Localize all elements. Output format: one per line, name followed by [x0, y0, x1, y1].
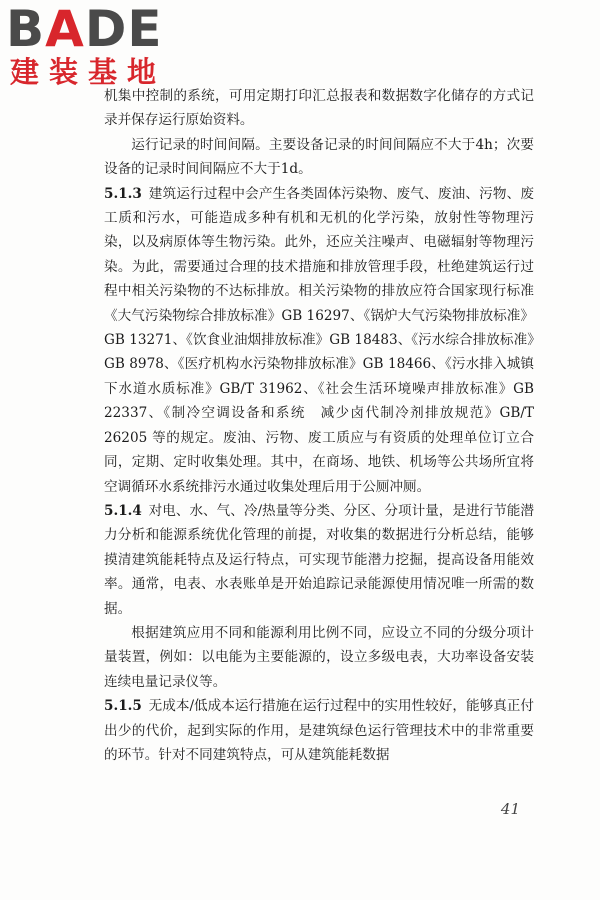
paragraph-record-interval: 运行记录的时间间隔。主要设备记录的时间间隔应不大于4h；次要设备的记录时间间隔应不大于1d。: [104, 136, 534, 178]
paragraph-metering: 根据建筑应用不同和能源利用比例不同，应设立不同的分级分项计量装置，例如：以电能为主要能源的，设立多级电表，大功率设备安装连续电量记录仪等。: [104, 624, 534, 690]
paragraph-continued: 机集中控制的系统，可用定期打印汇总报表和数据数字化储存的方式记录并保存运行原始资料。: [104, 88, 534, 129]
page-number: 41: [500, 800, 520, 818]
section-number: 5.1.4: [104, 502, 142, 519]
paragraph-5-1-5: 5.1.5 无成本/低成本运行措施在运行过程中的实用性较好，能够真正付出少的代价，起到实际的作用，是建筑绿色运行管理技术中的非常重要的环节。针对不同建筑特点，可从建筑能耗数据: [104, 698, 534, 763]
section-number: 5.1.5: [104, 698, 142, 715]
logo-subtitle: 建装基地: [10, 55, 167, 89]
section-number: 5.1.3: [104, 185, 142, 202]
paragraph-5-1-3: 5.1.3 建筑运行过程中会产生各类固体污染物、废气、废油、污物、废工质和污水，可能造成多种有机和无机的化学污染，放射性等物理污染，以及病原体等生物污染。此外，还应关注噪声、电磁辐射等物理污染。为此，需要通过合理的技术措施和排放管理手段，杜绝建筑运行过程中相关污染物的不达标排放。相关污染物的排放应符合国家现行标准《大气污染物综合排放标准》GB 16297、《锅炉大气污染物排放标准》GB 13271、《饮食业油烟排放标准》GB 18483、《污水综合排放标准》GB 8978、《医疗机构水污染物排放标准》GB 18466、《污水排入城镇下水道水质标准》GB/T 31962、《社会生活环境噪声排放标准》GB 22337、《制冷空调设备和系统 减少卤代制冷剂排放规范》GB/T 26205 等的规定。废油、污物、废工质应与有资质的处理单位订立合同，定期、定时收集处理。其中，在商场、地铁、机场等公共场所宜将空调循环水系统排污水通过收集处理后用于公厕冲厕。: [104, 185, 534, 495]
body-text: [104, 84, 534, 767]
paragraph-5-1-4: 5.1.4 对电、水、气、冷/热量等分类、分区、分项计量，是进行节能潜力分析和能源系统优化管理的前提，对收集的数据进行分析总结，能够摸清建筑能耗特点及运行特点，可实现节能潜力挖掘，提高设备用能效率。通常，电表、水表账单是开始追踪记录能源使用情况唯一所需的数据。: [104, 502, 534, 617]
logo-wordmark: BADE: [6, 0, 163, 58]
bade-logo: [6, 2, 206, 94]
